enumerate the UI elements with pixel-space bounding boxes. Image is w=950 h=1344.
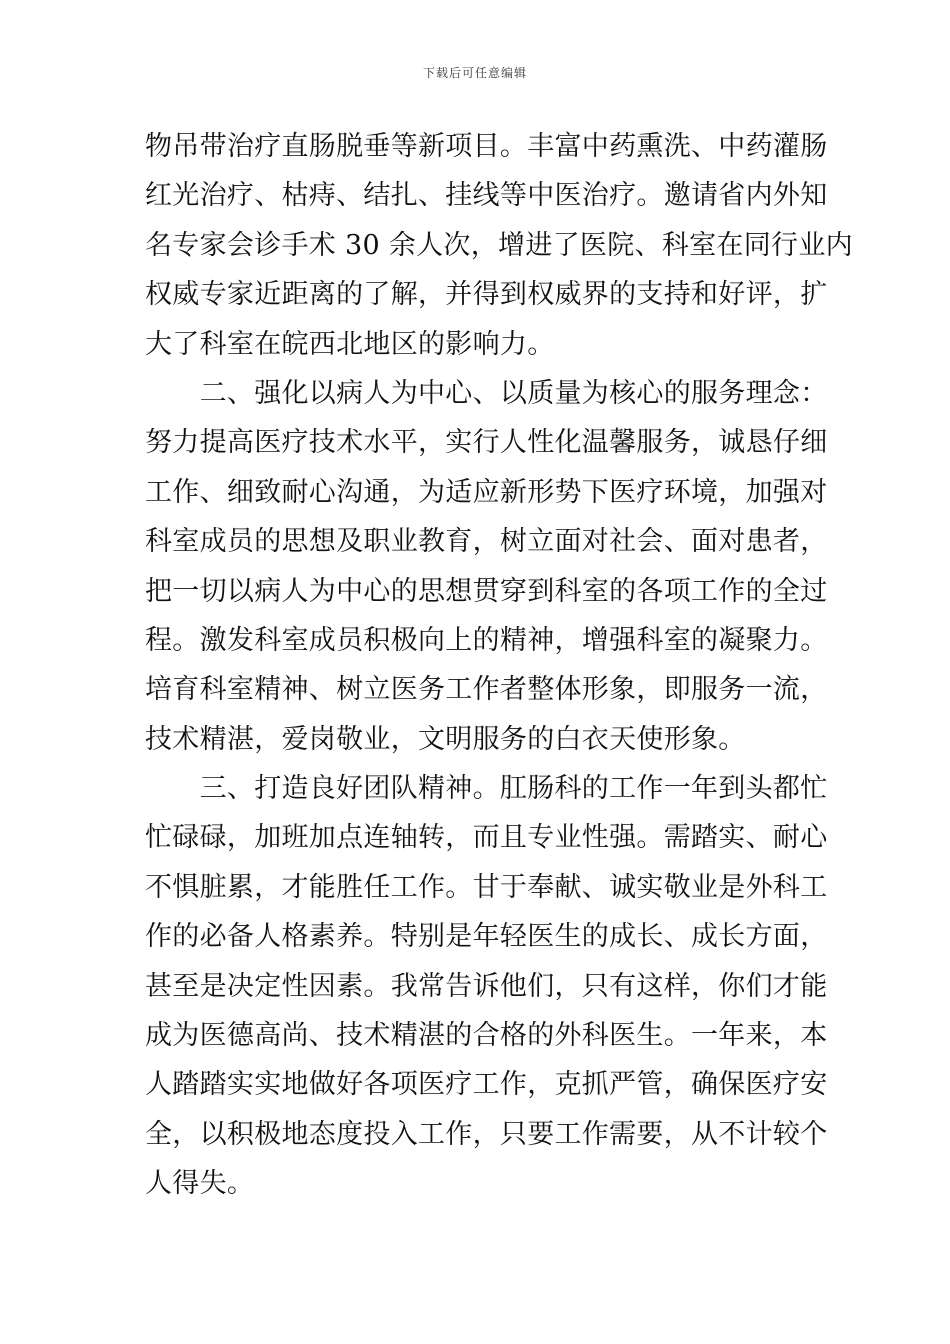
text-line: 人踏踏实实地做好各项医疗工作，克抓严管，确保医疗安 xyxy=(145,1069,828,1101)
text-line: 甚至是决定性因素。我常告诉他们，只有这样，你们才能 xyxy=(145,970,828,1002)
page-header-note: 下载后可任意编辑 xyxy=(422,66,527,80)
text-line: 把一切以病人为中心的思想贯穿到科室的各项工作的全过 xyxy=(145,575,828,607)
text-line: 物吊带治疗直肠脱垂等新项目。丰富中药熏洗、中药灌肠 xyxy=(145,131,828,162)
text-line: 大了科室在皖西北地区的影响力。 xyxy=(145,328,555,360)
text-line: 努力提高医疗技术水平，实行人性化温馨服务，诚恳仔细 xyxy=(145,427,828,459)
text-line: 忙碌碌，加班加点连轴转，而且专业性强。需踏实、耐心 xyxy=(145,822,828,854)
text-line: 培育科室精神、树立医务工作者整体形象，即服务一流， xyxy=(145,674,828,706)
text-line: 作的必备人格素养。特别是年轻医生的成长、成长方面， xyxy=(145,921,828,953)
document-body xyxy=(145,122,853,1209)
text-line: 科室成员的思想及职业教育，树立面对社会、面对患者， xyxy=(145,526,828,558)
text-line: 红光治疗、枯痔、结扎、挂线等中医治疗。邀请省内外知 xyxy=(145,180,828,212)
text-line: 成为医德高尚、技术精湛的合格的外科医生。一年来，本 xyxy=(145,1020,828,1052)
text-line: 人得失。 xyxy=(145,1168,255,1200)
section-two-heading-line: 二、强化以病人为中心、以质量为核心的服务理念： xyxy=(145,377,828,409)
text-line: 不惧脏累，才能胜任工作。甘于奉献、诚实敬业是外科工 xyxy=(145,871,828,903)
text-line: 权威专家近距离的了解，并得到权威界的支持和好评，扩 xyxy=(145,279,828,311)
text-line: 全，以积极地态度投入工作，只要工作需要，从不计较个 xyxy=(145,1118,828,1150)
text-line: 技术精湛，爱岗敬业，文明服务的白衣天使形象。 xyxy=(145,723,746,755)
text-line: 名专家会诊手术 30 余人次，增进了医院、科室在同行业内 xyxy=(145,229,853,261)
text-line: 程。激发科室成员积极向上的精神，增强科室的凝聚力。 xyxy=(145,624,828,656)
section-three-heading-line: 三、打造良好团队精神。肛肠科的工作一年到头都忙 xyxy=(145,773,828,805)
text-line: 工作、细致耐心沟通，为适应新形势下医疗环境，加强对 xyxy=(145,476,828,508)
